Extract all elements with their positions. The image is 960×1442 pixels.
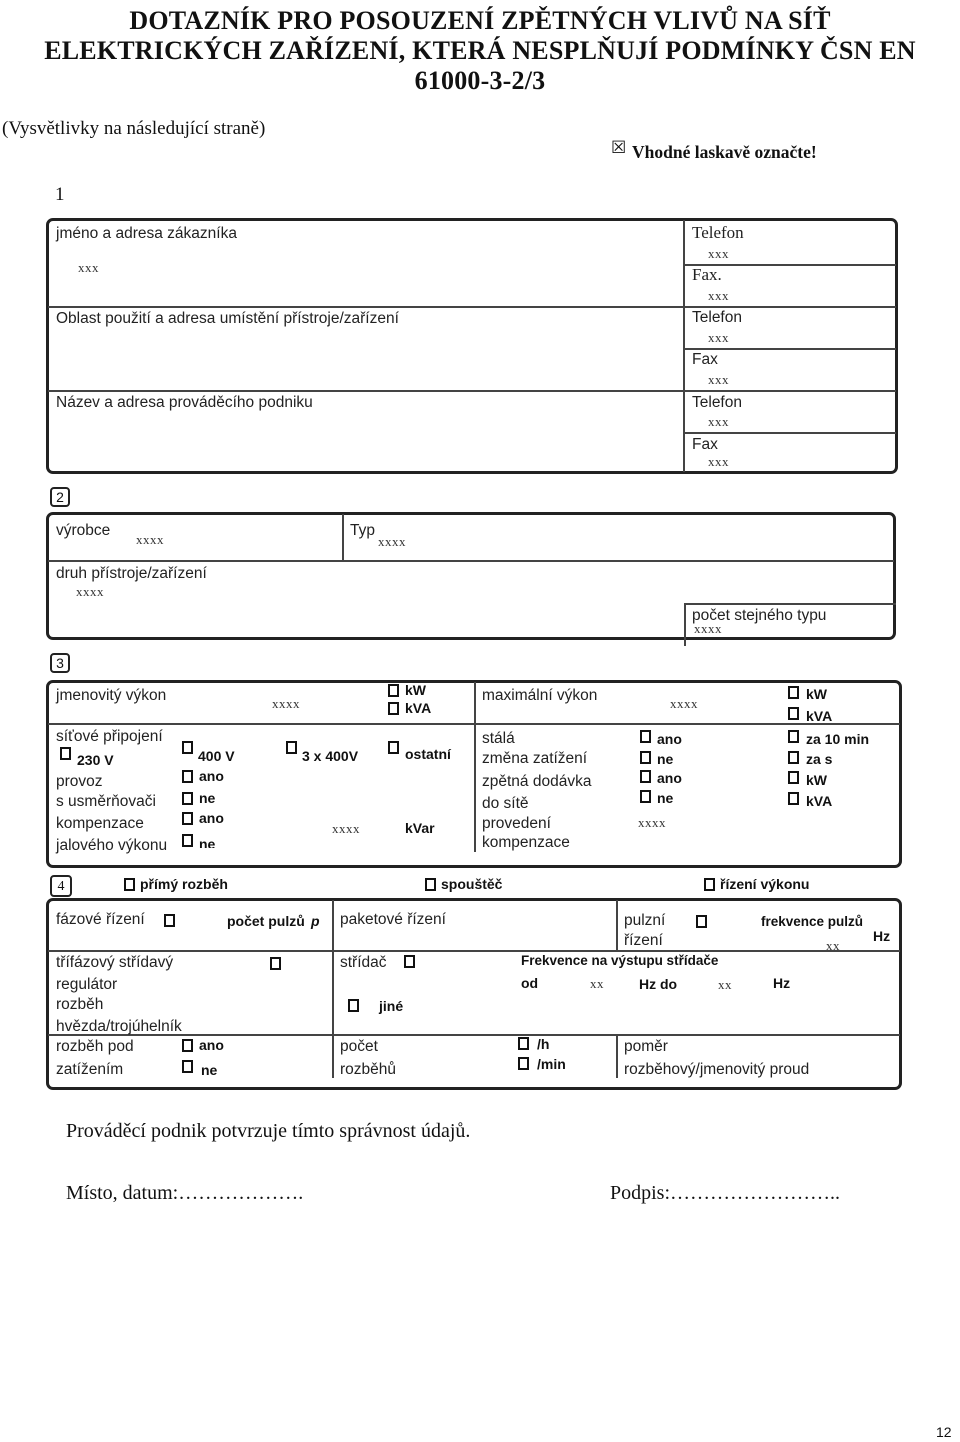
count-label: počet stejného typu	[692, 607, 827, 624]
per-minute-label: /min	[537, 1056, 566, 1072]
v3x400-checkbox[interactable]	[286, 741, 297, 754]
per-minute-checkbox[interactable]	[518, 1057, 529, 1070]
section-2-number: 2	[50, 487, 70, 507]
contact-value[interactable]: xxx	[708, 288, 729, 303]
section-4-col-divider	[332, 900, 334, 1078]
feedback-label-1: zpětná dodávka	[482, 773, 592, 790]
v400-checkbox[interactable]	[182, 741, 193, 754]
contact-label: Fax.	[692, 265, 722, 284]
load-change-no-label: ne	[657, 751, 674, 767]
contact-label: Fax	[692, 436, 718, 453]
checked-box-icon: ☒	[611, 138, 627, 157]
compensation-value[interactable]: xxxx	[332, 821, 360, 836]
contact-value[interactable]: xxx	[708, 246, 729, 261]
contact-label: Telefon	[692, 394, 742, 411]
design-value[interactable]: xxxx	[638, 815, 666, 830]
feedback-yes-checkbox[interactable]	[640, 770, 651, 783]
from-value[interactable]: xx	[590, 976, 604, 991]
feedback-kw-label: kW	[806, 772, 827, 788]
other-voltage-checkbox[interactable]	[388, 741, 399, 754]
count-divider	[684, 604, 686, 646]
load-start-no-label: ne	[201, 1062, 218, 1078]
load-change-no-checkbox[interactable]	[640, 751, 651, 764]
other-checkbox[interactable]	[348, 999, 359, 1012]
section-1-row-divider	[48, 390, 896, 392]
feedback-kva-checkbox[interactable]	[788, 792, 799, 805]
from-label: od	[521, 975, 539, 991]
ratio-label-1: poměr	[624, 1038, 668, 1055]
section-1-box	[46, 218, 898, 474]
v3x400-label: 3 x 400V	[302, 748, 359, 764]
manufacturer-label: výrobce	[56, 522, 111, 539]
section-2-row-divider	[48, 560, 894, 562]
contact-value[interactable]: xxx	[708, 330, 729, 345]
pulse-control-label-1: pulzní	[624, 912, 666, 929]
kind-label: druh přístroje/zařízení	[56, 565, 207, 582]
pulse-count-p: p	[311, 913, 320, 929]
pulse-frequency-hz: Hz	[873, 928, 891, 944]
explanations-note: (Vysvětlivky na následující straně)	[2, 118, 266, 139]
pulse-control-label-2: řízení	[624, 932, 663, 949]
contact-value[interactable]: xxx	[708, 454, 729, 469]
other-voltage-label: ostatní	[405, 746, 451, 762]
load-start-yes-checkbox[interactable]	[182, 1039, 193, 1052]
per-s-label: za s	[806, 751, 833, 767]
kind-value[interactable]: xxxx	[76, 584, 104, 599]
pulse-frequency-label: frekvence pulzů	[761, 914, 864, 929]
power-control-checkbox[interactable]	[704, 878, 715, 891]
phase-control-label: fázové řízení	[56, 911, 145, 928]
v230-checkbox[interactable]	[60, 747, 71, 760]
contact-label: Fax	[692, 351, 718, 368]
startup-label-1: rozběh	[56, 996, 104, 1013]
start-count-label-1: počet	[340, 1038, 378, 1055]
section-4-number: 4	[50, 875, 72, 897]
type-value[interactable]: xxxx	[378, 534, 406, 549]
starter-label: spouštěč	[441, 876, 503, 892]
feedback-label-2: do sítě	[482, 795, 529, 812]
form-title-line-2: ELEKTRICKÝCH ZAŘÍZENÍ, KTERÁ NESPLŇUJÍ PODMÍNKY ČSN EN	[44, 36, 916, 65]
count-value[interactable]: xxxx	[694, 621, 722, 636]
customer-label: jméno a adresa zákazníka	[56, 225, 237, 242]
design-label-2: kompenzace	[482, 834, 570, 851]
three-phase-checkbox[interactable]	[270, 957, 281, 970]
per-hour-label: /h	[537, 1036, 550, 1052]
rated-kva-checkbox[interactable]	[388, 702, 399, 715]
kvar-label: kVar	[405, 820, 435, 836]
rectifier-no-label: ne	[199, 790, 216, 806]
rated-kw-checkbox[interactable]	[388, 684, 399, 697]
compensation-yes-checkbox[interactable]	[182, 812, 193, 825]
phase-control-checkbox[interactable]	[164, 914, 175, 927]
max-kva-checkbox[interactable]	[788, 707, 799, 720]
section-1-number: 1	[55, 184, 65, 205]
feedback-no-label: ne	[657, 790, 674, 806]
ratio-label-2: rozběhový/jmenovitý proud	[624, 1061, 810, 1078]
contact-divider	[685, 348, 896, 350]
starter-checkbox[interactable]	[425, 878, 436, 891]
max-power-label: maximální výkon	[482, 687, 598, 704]
inverter-checkbox[interactable]	[404, 955, 415, 968]
per-10min-checkbox[interactable]	[788, 730, 799, 743]
form-title-line-3: 61000-3-2/3	[414, 66, 546, 95]
section-4-col-divider	[616, 900, 618, 950]
max-kw-label: kW	[806, 686, 827, 702]
feedback-kva-label: kVA	[806, 793, 833, 809]
load-change-label: změna zatížení	[482, 750, 588, 767]
rectifier-no-checkbox[interactable]	[182, 792, 193, 805]
inverter-label: střídač	[340, 954, 387, 971]
packet-control-label: paketové řízení	[340, 911, 446, 928]
per-10min-label: za 10 min	[806, 731, 870, 747]
load-start-no-checkbox[interactable]	[182, 1060, 193, 1073]
constant-label: stálá	[482, 730, 515, 747]
section-1-row-divider	[48, 306, 896, 308]
compensation-label-2: jalového výkonu	[56, 837, 168, 854]
rated-power-value[interactable]: xxxx	[272, 696, 300, 711]
three-phase-label-1: třífázový střídavý	[56, 954, 174, 971]
to-value[interactable]: xx	[718, 977, 732, 992]
mark-hint: Vhodné laskavě označte!	[632, 142, 817, 162]
section-3-col-divider	[474, 682, 476, 852]
load-change-yes-checkbox[interactable]	[640, 730, 651, 743]
contact-label: Telefon	[692, 309, 742, 326]
pulse-frequency-value[interactable]: xx	[826, 938, 840, 953]
per-s-checkbox[interactable]	[788, 751, 799, 764]
rated-kva-label: kVA	[405, 700, 432, 716]
confirmation-text: Prováděcí podnik potvrzuje tímto správnost údajů.	[66, 1120, 471, 1142]
place-date-field[interactable]: Místo, datum:……………….	[66, 1182, 304, 1204]
operation-label-2: s usměrňovači	[56, 793, 156, 810]
contact-value[interactable]: xxx	[708, 372, 729, 387]
other-label: jiné	[379, 998, 404, 1014]
rectifier-yes-label: ano	[199, 768, 224, 784]
section-3-number: 3	[50, 653, 70, 673]
rectifier-yes-checkbox[interactable]	[182, 770, 193, 783]
signature-field[interactable]: Podpis:……………………..	[610, 1182, 841, 1204]
design-label-1: provedení	[482, 815, 551, 832]
contact-value[interactable]: xxx	[708, 414, 729, 429]
contact-label: Telefon	[692, 223, 744, 242]
count-divider-top	[684, 603, 896, 605]
load-start-label-1: rozběh pod	[56, 1038, 134, 1055]
feedback-yes-label: ano	[657, 770, 682, 786]
type-label: Typ	[350, 522, 375, 539]
to-hz-label: Hz	[773, 975, 791, 991]
manufacturer-value[interactable]: xxxx	[136, 532, 164, 547]
startup-label-2: hvězda/trojúhelník	[56, 1018, 182, 1035]
page-number: 12	[936, 1424, 952, 1440]
mains-connection-label: síťové připojení	[56, 728, 163, 745]
operation-label-1: provoz	[56, 773, 103, 790]
compensation-no-checkbox[interactable]	[182, 834, 193, 847]
load-start-yes-label: ano	[199, 1037, 224, 1053]
customer-value[interactable]: xxx	[78, 260, 99, 275]
power-control-label: řízení výkonu	[720, 876, 810, 892]
pulse-count-label: počet pulzů	[227, 913, 305, 929]
company-label: Název a adresa prováděcího podniku	[56, 394, 313, 411]
direct-start-label: přímý rozběh	[140, 876, 228, 892]
feedback-kw-checkbox[interactable]	[788, 771, 799, 784]
compensation-no-label: ne	[199, 836, 216, 848]
compensation-label-1: kompenzace	[56, 815, 144, 832]
load-change-yes-label: ano	[657, 731, 682, 747]
per-hour-checkbox[interactable]	[518, 1037, 529, 1050]
inverter-frequency-label: Frekvence na výstupu střídače	[521, 953, 719, 968]
start-count-label-2: rozběhů	[340, 1061, 397, 1078]
pulse-control-checkbox[interactable]	[696, 915, 707, 928]
load-start-label-2: zatížením	[56, 1061, 124, 1078]
contact-divider	[685, 432, 896, 434]
v230-label: 230 V	[77, 752, 114, 768]
section-2-col-divider	[342, 514, 344, 560]
compensation-yes-label: ano	[199, 810, 224, 826]
section-4-row-divider	[48, 950, 900, 952]
rated-power-label: jmenovitý výkon	[56, 687, 167, 704]
feedback-no-checkbox[interactable]	[640, 790, 651, 803]
hz-to-label: Hz do	[639, 976, 678, 992]
v400-label: 400 V	[198, 748, 235, 764]
section-4-col-divider	[616, 1036, 618, 1078]
rated-kw-label: kW	[405, 682, 426, 698]
section-1-divider	[683, 220, 685, 472]
direct-start-checkbox[interactable]	[124, 878, 135, 891]
max-power-value[interactable]: xxxx	[670, 696, 698, 711]
max-kw-checkbox[interactable]	[788, 686, 799, 699]
location-label: Oblast použití a adresa umístění přístroje/zařízení	[56, 310, 399, 327]
three-phase-label-2: regulátor	[56, 976, 118, 993]
max-kva-label: kVA	[806, 708, 833, 724]
form-title-line-1: DOTAZNÍK PRO POSOUZENÍ ZPĚTNÝCH VLIVŮ NA SÍŤ	[129, 6, 831, 35]
